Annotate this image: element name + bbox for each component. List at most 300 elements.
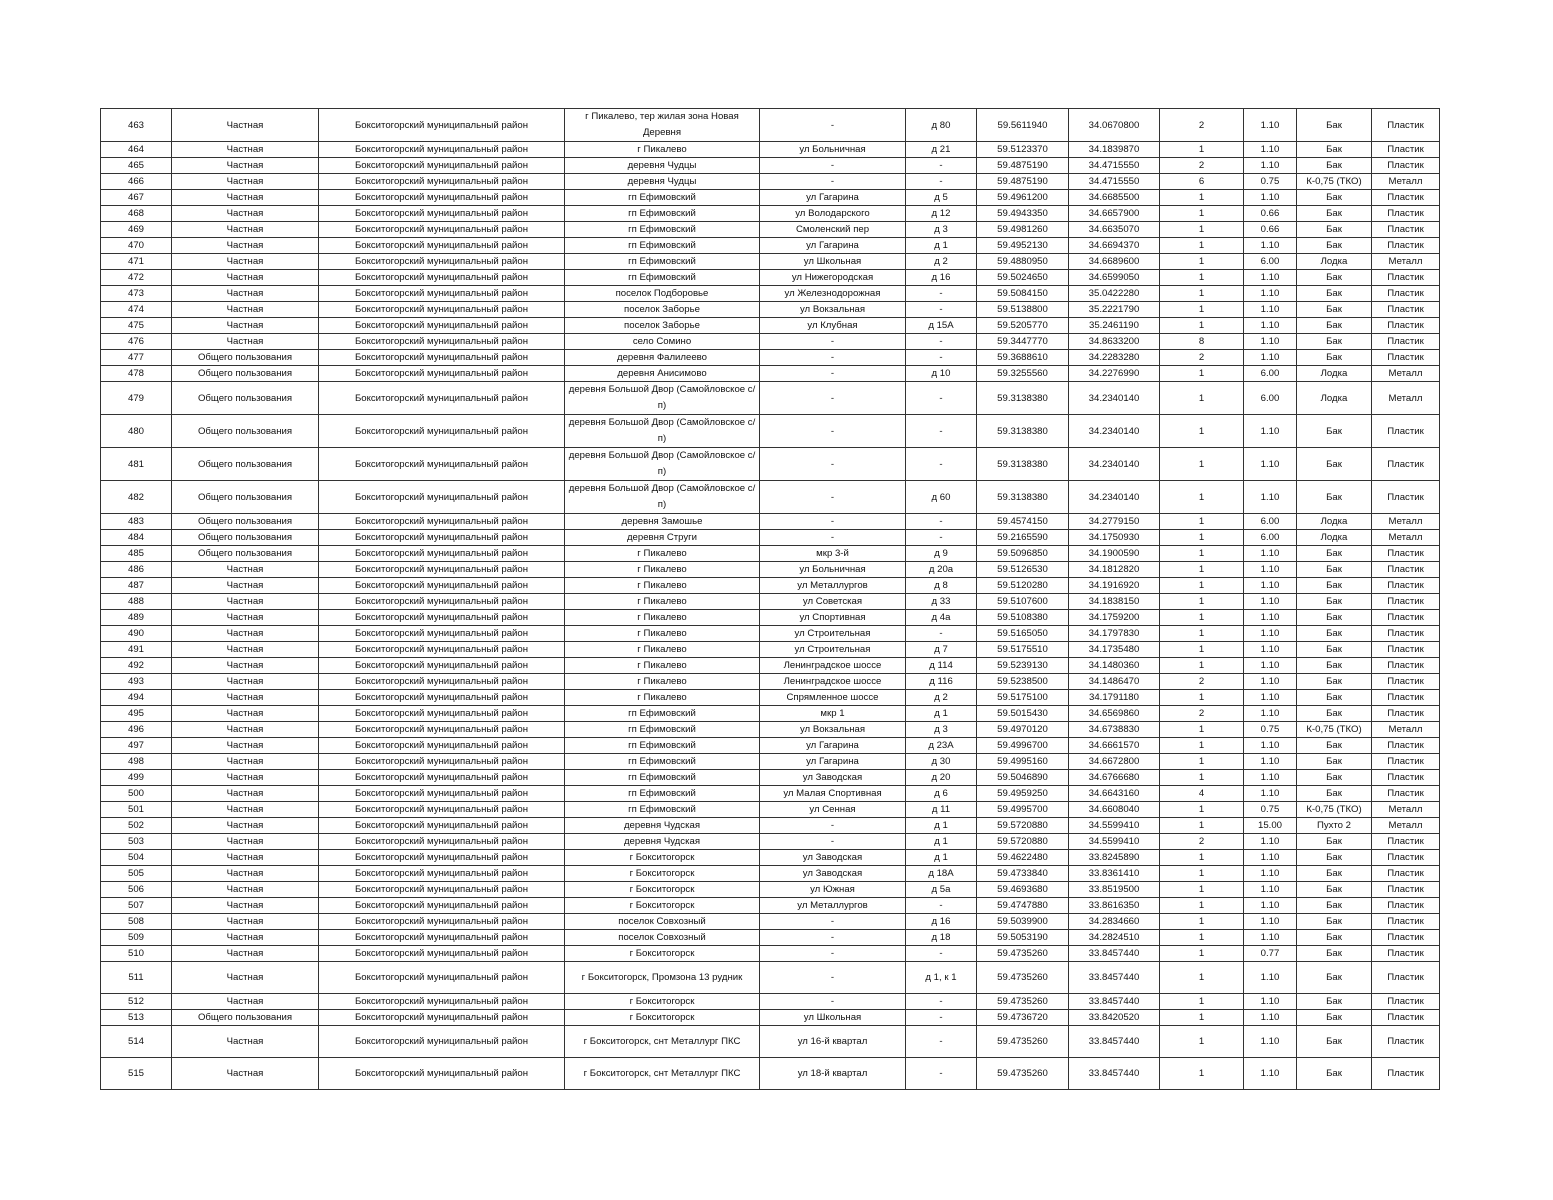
house-cell: - <box>906 514 977 530</box>
latitude-cell: 59.5120280 <box>977 578 1069 594</box>
container-volume-cell: 1.10 <box>1244 706 1297 722</box>
container-material-cell: Пластик <box>1372 158 1440 174</box>
longitude-cell: 33.8457440 <box>1069 946 1160 962</box>
district-cell: Бокситогорский муниципальный район <box>319 562 565 578</box>
ownership-type-cell: Частная <box>172 738 319 754</box>
street-cell: - <box>760 350 906 366</box>
district-cell: Бокситогорский муниципальный район <box>319 158 565 174</box>
district-cell: Бокситогорский муниципальный район <box>319 206 565 222</box>
street-cell: ул Клубная <box>760 318 906 334</box>
container-volume-cell: 1.10 <box>1244 738 1297 754</box>
ownership-type-cell: Частная <box>172 626 319 642</box>
house-cell: д 18А <box>906 866 977 882</box>
longitude-cell: 34.1735480 <box>1069 642 1160 658</box>
longitude-cell: 34.4715550 <box>1069 174 1160 190</box>
container-volume-cell: 1.10 <box>1244 658 1297 674</box>
container-volume-cell: 1.10 <box>1244 754 1297 770</box>
table-row <box>101 770 1440 786</box>
district-cell: Бокситогорский муниципальный район <box>319 946 565 962</box>
house-cell: д 9 <box>906 546 977 562</box>
container-type-cell: Бак <box>1297 738 1372 754</box>
longitude-cell: 34.0670800 <box>1069 109 1160 142</box>
street-cell: ул Гагарина <box>760 238 906 254</box>
ownership-type-cell: Частная <box>172 802 319 818</box>
settlement-cell: г Бокситогорск <box>565 866 760 882</box>
container-type-cell: Бак <box>1297 850 1372 866</box>
table-row <box>101 818 1440 834</box>
container-type-cell: Бак <box>1297 754 1372 770</box>
longitude-cell: 34.5599410 <box>1069 834 1160 850</box>
table-row <box>101 286 1440 302</box>
table-row <box>101 350 1440 366</box>
house-cell: - <box>906 1058 977 1090</box>
container-volume-cell: 1.10 <box>1244 109 1297 142</box>
latitude-cell: 59.4875190 <box>977 158 1069 174</box>
table-row <box>101 690 1440 706</box>
district-cell: Бокситогорский муниципальный район <box>319 190 565 206</box>
ownership-type-cell: Общего пользования <box>172 448 319 481</box>
district-cell: Бокситогорский муниципальный район <box>319 318 565 334</box>
street-cell: ул Школьная <box>760 254 906 270</box>
row-number-cell: 503 <box>101 834 172 850</box>
container-type-cell: Бак <box>1297 578 1372 594</box>
table-row <box>101 318 1440 334</box>
row-number-cell: 492 <box>101 658 172 674</box>
latitude-cell: 59.5238500 <box>977 674 1069 690</box>
ownership-type-cell: Частная <box>172 690 319 706</box>
ownership-type-cell: Частная <box>172 818 319 834</box>
container-material-cell: Пластик <box>1372 481 1440 514</box>
house-cell: - <box>906 302 977 318</box>
house-cell: д 1, к 1 <box>906 962 977 994</box>
container-material-cell: Пластик <box>1372 914 1440 930</box>
street-cell: ул Нижегородская <box>760 270 906 286</box>
container-count-cell: 1 <box>1160 802 1244 818</box>
row-number-cell: 466 <box>101 174 172 190</box>
container-material-cell: Пластик <box>1372 415 1440 448</box>
container-material-cell: Пластик <box>1372 546 1440 562</box>
container-material-cell: Пластик <box>1372 626 1440 642</box>
district-cell: Бокситогорский муниципальный район <box>319 382 565 415</box>
district-cell: Бокситогорский муниципальный район <box>319 366 565 382</box>
house-cell: д 23А <box>906 738 977 754</box>
table-row <box>101 142 1440 158</box>
district-cell: Бокситогорский муниципальный район <box>319 415 565 448</box>
container-volume-cell: 0.75 <box>1244 722 1297 738</box>
house-cell: д 1 <box>906 834 977 850</box>
longitude-cell: 34.1916920 <box>1069 578 1160 594</box>
container-volume-cell: 0.66 <box>1244 206 1297 222</box>
settlement-cell: деревня Замошье <box>565 514 760 530</box>
latitude-cell: 59.5175100 <box>977 690 1069 706</box>
longitude-cell: 34.1759200 <box>1069 610 1160 626</box>
container-count-cell: 1 <box>1160 946 1244 962</box>
settlement-cell: г Пикалево <box>565 674 760 690</box>
district-cell: Бокситогорский муниципальный район <box>319 882 565 898</box>
house-cell: - <box>906 1026 977 1058</box>
latitude-cell: 59.5138800 <box>977 302 1069 318</box>
street-cell: ул Володарского <box>760 206 906 222</box>
latitude-cell: 59.4735260 <box>977 962 1069 994</box>
container-count-cell: 1 <box>1160 302 1244 318</box>
container-count-cell: 1 <box>1160 994 1244 1010</box>
longitude-cell: 34.6672800 <box>1069 754 1160 770</box>
row-number-cell: 484 <box>101 530 172 546</box>
ownership-type-cell: Частная <box>172 722 319 738</box>
ownership-type-cell: Частная <box>172 222 319 238</box>
district-cell: Бокситогорский муниципальный район <box>319 594 565 610</box>
settlement-cell: гп Ефимовский <box>565 270 760 286</box>
container-material-cell: Пластик <box>1372 866 1440 882</box>
ownership-type-cell: Частная <box>172 770 319 786</box>
ownership-type-cell: Общего пользования <box>172 1010 319 1026</box>
container-type-cell: Бак <box>1297 626 1372 642</box>
container-volume-cell: 1.10 <box>1244 142 1297 158</box>
container-material-cell: Пластик <box>1372 190 1440 206</box>
street-cell: - <box>760 366 906 382</box>
table-row <box>101 754 1440 770</box>
containers-table-sheet <box>100 108 1439 1090</box>
house-cell: д 8 <box>906 578 977 594</box>
row-number-cell: 510 <box>101 946 172 962</box>
district-cell: Бокситогорский муниципальный район <box>319 706 565 722</box>
house-cell: д 15А <box>906 318 977 334</box>
latitude-cell: 59.4961200 <box>977 190 1069 206</box>
longitude-cell: 35.0422280 <box>1069 286 1160 302</box>
container-count-cell: 1 <box>1160 626 1244 642</box>
table-row <box>101 1026 1440 1058</box>
container-type-cell: Бак <box>1297 882 1372 898</box>
district-cell: Бокситогорский муниципальный район <box>319 514 565 530</box>
latitude-cell: 59.5024650 <box>977 270 1069 286</box>
container-volume-cell: 1.10 <box>1244 994 1297 1010</box>
latitude-cell: 59.4996700 <box>977 738 1069 754</box>
house-cell: д 30 <box>906 754 977 770</box>
house-cell: - <box>906 946 977 962</box>
container-material-cell: Пластик <box>1372 882 1440 898</box>
row-number-cell: 499 <box>101 770 172 786</box>
settlement-cell: г Пикалево <box>565 562 760 578</box>
latitude-cell: 59.4735260 <box>977 1058 1069 1090</box>
container-count-cell: 1 <box>1160 1010 1244 1026</box>
longitude-cell: 34.6608040 <box>1069 802 1160 818</box>
row-number-cell: 479 <box>101 382 172 415</box>
ownership-type-cell: Частная <box>172 562 319 578</box>
house-cell: - <box>906 334 977 350</box>
container-material-cell: Металл <box>1372 254 1440 270</box>
longitude-cell: 34.6766680 <box>1069 770 1160 786</box>
ownership-type-cell: Частная <box>172 642 319 658</box>
containers-table <box>100 108 1440 1090</box>
table-row <box>101 514 1440 530</box>
district-cell: Бокситогорский муниципальный район <box>319 754 565 770</box>
table-row <box>101 109 1440 142</box>
container-volume-cell: 1.10 <box>1244 786 1297 802</box>
container-type-cell: Бак <box>1297 690 1372 706</box>
row-number-cell: 470 <box>101 238 172 254</box>
settlement-cell: деревня Большой Двор (Самойловское с/п) <box>565 415 760 448</box>
container-volume-cell: 1.10 <box>1244 318 1297 334</box>
container-type-cell: Лодка <box>1297 530 1372 546</box>
latitude-cell: 59.5053190 <box>977 930 1069 946</box>
container-material-cell: Пластик <box>1372 109 1440 142</box>
row-number-cell: 487 <box>101 578 172 594</box>
street-cell: мкр 3-й <box>760 546 906 562</box>
container-count-cell: 1 <box>1160 754 1244 770</box>
longitude-cell: 34.6661570 <box>1069 738 1160 754</box>
ownership-type-cell: Частная <box>172 318 319 334</box>
district-cell: Бокситогорский муниципальный район <box>319 914 565 930</box>
row-number-cell: 508 <box>101 914 172 930</box>
container-volume-cell: 1.10 <box>1244 866 1297 882</box>
container-material-cell: Пластик <box>1372 946 1440 962</box>
street-cell: - <box>760 946 906 962</box>
latitude-cell: 59.4733840 <box>977 866 1069 882</box>
longitude-cell: 33.8457440 <box>1069 994 1160 1010</box>
table-row <box>101 626 1440 642</box>
settlement-cell: гп Ефимовский <box>565 722 760 738</box>
container-material-cell: Пластик <box>1372 658 1440 674</box>
house-cell: д 16 <box>906 914 977 930</box>
ownership-type-cell: Частная <box>172 334 319 350</box>
district-cell: Бокситогорский муниципальный район <box>319 930 565 946</box>
container-volume-cell: 0.77 <box>1244 946 1297 962</box>
settlement-cell: деревня Большой Двор (Самойловское с/п) <box>565 481 760 514</box>
ownership-type-cell: Частная <box>172 610 319 626</box>
container-type-cell: Лодка <box>1297 366 1372 382</box>
row-number-cell: 502 <box>101 818 172 834</box>
house-cell: д 6 <box>906 786 977 802</box>
container-count-cell: 1 <box>1160 238 1244 254</box>
container-type-cell: Бак <box>1297 270 1372 286</box>
latitude-cell: 59.5039900 <box>977 914 1069 930</box>
container-type-cell: Бак <box>1297 1026 1372 1058</box>
district-cell: Бокситогорский муниципальный район <box>319 270 565 286</box>
row-number-cell: 488 <box>101 594 172 610</box>
container-material-cell: Пластик <box>1372 222 1440 238</box>
settlement-cell: деревня Фалилеево <box>565 350 760 366</box>
longitude-cell: 34.1480360 <box>1069 658 1160 674</box>
district-cell: Бокситогорский муниципальный район <box>319 334 565 350</box>
container-material-cell: Пластик <box>1372 754 1440 770</box>
longitude-cell: 34.2779150 <box>1069 514 1160 530</box>
district-cell: Бокситогорский муниципальный район <box>319 238 565 254</box>
container-material-cell: Пластик <box>1372 642 1440 658</box>
latitude-cell: 59.4735260 <box>977 946 1069 962</box>
container-type-cell: Бак <box>1297 286 1372 302</box>
ownership-type-cell: Частная <box>172 190 319 206</box>
street-cell: ул Металлургов <box>760 578 906 594</box>
longitude-cell: 33.8457440 <box>1069 962 1160 994</box>
row-number-cell: 485 <box>101 546 172 562</box>
container-count-cell: 1 <box>1160 415 1244 448</box>
district-cell: Бокситогорский муниципальный район <box>319 898 565 914</box>
table-row <box>101 562 1440 578</box>
container-material-cell: Пластик <box>1372 674 1440 690</box>
ownership-type-cell: Общего пользования <box>172 350 319 366</box>
ownership-type-cell: Частная <box>172 834 319 850</box>
container-count-cell: 1 <box>1160 530 1244 546</box>
settlement-cell: г Бокситогорск, снт Металлург ПКС <box>565 1058 760 1090</box>
latitude-cell: 59.5096850 <box>977 546 1069 562</box>
house-cell: д 33 <box>906 594 977 610</box>
settlement-cell: деревня Чудская <box>565 834 760 850</box>
container-count-cell: 4 <box>1160 786 1244 802</box>
container-type-cell: Бак <box>1297 190 1372 206</box>
street-cell: - <box>760 930 906 946</box>
longitude-cell: 34.6689600 <box>1069 254 1160 270</box>
longitude-cell: 34.1750930 <box>1069 530 1160 546</box>
street-cell: - <box>760 530 906 546</box>
container-type-cell: Бак <box>1297 562 1372 578</box>
district-cell: Бокситогорский муниципальный район <box>319 690 565 706</box>
container-type-cell: Бак <box>1297 866 1372 882</box>
latitude-cell: 59.4735260 <box>977 994 1069 1010</box>
table-row <box>101 930 1440 946</box>
house-cell: - <box>906 994 977 1010</box>
container-count-cell: 1 <box>1160 514 1244 530</box>
settlement-cell: г Пикалево <box>565 658 760 674</box>
table-row <box>101 578 1440 594</box>
latitude-cell: 59.5165050 <box>977 626 1069 642</box>
container-count-cell: 1 <box>1160 1058 1244 1090</box>
house-cell: - <box>906 158 977 174</box>
longitude-cell: 35.2221790 <box>1069 302 1160 318</box>
ownership-type-cell: Частная <box>172 1026 319 1058</box>
street-cell: - <box>760 415 906 448</box>
container-material-cell: Пластик <box>1372 302 1440 318</box>
container-volume-cell: 1.10 <box>1244 578 1297 594</box>
longitude-cell: 34.1900590 <box>1069 546 1160 562</box>
district-cell: Бокситогорский муниципальный район <box>319 802 565 818</box>
settlement-cell: деревня Чудская <box>565 818 760 834</box>
container-volume-cell: 1.10 <box>1244 448 1297 481</box>
container-count-cell: 1 <box>1160 562 1244 578</box>
container-volume-cell: 1.10 <box>1244 930 1297 946</box>
table-row <box>101 706 1440 722</box>
row-number-cell: 497 <box>101 738 172 754</box>
street-cell: ул Спортивная <box>760 610 906 626</box>
street-cell: ул Больничная <box>760 562 906 578</box>
longitude-cell: 34.2283280 <box>1069 350 1160 366</box>
container-material-cell: Пластик <box>1372 238 1440 254</box>
ownership-type-cell: Частная <box>172 946 319 962</box>
container-count-cell: 1 <box>1160 254 1244 270</box>
latitude-cell: 59.4995160 <box>977 754 1069 770</box>
table-row <box>101 254 1440 270</box>
ownership-type-cell: Общего пользования <box>172 530 319 546</box>
table-row <box>101 898 1440 914</box>
container-material-cell: Пластик <box>1372 448 1440 481</box>
street-cell: - <box>760 818 906 834</box>
container-volume-cell: 1.10 <box>1244 270 1297 286</box>
row-number-cell: 498 <box>101 754 172 770</box>
ownership-type-cell: Частная <box>172 286 319 302</box>
ownership-type-cell: Частная <box>172 206 319 222</box>
container-type-cell: Бак <box>1297 142 1372 158</box>
house-cell: - <box>906 448 977 481</box>
table-row <box>101 946 1440 962</box>
district-cell: Бокситогорский муниципальный район <box>319 626 565 642</box>
container-count-cell: 1 <box>1160 898 1244 914</box>
house-cell: д 18 <box>906 930 977 946</box>
settlement-cell: г Пикалево <box>565 594 760 610</box>
row-number-cell: 515 <box>101 1058 172 1090</box>
row-number-cell: 467 <box>101 190 172 206</box>
latitude-cell: 59.5123370 <box>977 142 1069 158</box>
container-volume-cell: 1.10 <box>1244 286 1297 302</box>
longitude-cell: 34.1839870 <box>1069 142 1160 158</box>
house-cell: - <box>906 1010 977 1026</box>
street-cell: - <box>760 174 906 190</box>
row-number-cell: 509 <box>101 930 172 946</box>
table-row <box>101 882 1440 898</box>
longitude-cell: 34.6643160 <box>1069 786 1160 802</box>
container-volume-cell: 0.66 <box>1244 222 1297 238</box>
row-number-cell: 496 <box>101 722 172 738</box>
house-cell: д 60 <box>906 481 977 514</box>
container-count-cell: 1 <box>1160 850 1244 866</box>
longitude-cell: 34.2276990 <box>1069 366 1160 382</box>
street-cell: ул Строительная <box>760 626 906 642</box>
container-type-cell: Бак <box>1297 914 1372 930</box>
row-number-cell: 500 <box>101 786 172 802</box>
container-material-cell: Металл <box>1372 802 1440 818</box>
longitude-cell: 34.1486470 <box>1069 674 1160 690</box>
longitude-cell: 33.8457440 <box>1069 1058 1160 1090</box>
street-cell: ул Гагарина <box>760 190 906 206</box>
row-number-cell: 490 <box>101 626 172 642</box>
latitude-cell: 59.3688610 <box>977 350 1069 366</box>
container-count-cell: 1 <box>1160 270 1244 286</box>
container-type-cell: Бак <box>1297 994 1372 1010</box>
street-cell: Ленинградское шоссе <box>760 658 906 674</box>
container-volume-cell: 0.75 <box>1244 174 1297 190</box>
ownership-type-cell: Частная <box>172 882 319 898</box>
container-count-cell: 1 <box>1160 190 1244 206</box>
latitude-cell: 59.3138380 <box>977 448 1069 481</box>
container-type-cell: Бак <box>1297 318 1372 334</box>
house-cell: д 1 <box>906 706 977 722</box>
settlement-cell: деревня Анисимово <box>565 366 760 382</box>
container-count-cell: 1 <box>1160 382 1244 415</box>
container-material-cell: Металл <box>1372 818 1440 834</box>
ownership-type-cell: Частная <box>172 158 319 174</box>
container-type-cell: Бак <box>1297 238 1372 254</box>
settlement-cell: г Бокситогорск <box>565 850 760 866</box>
container-count-cell: 1 <box>1160 546 1244 562</box>
container-type-cell: Бак <box>1297 350 1372 366</box>
longitude-cell: 34.2340140 <box>1069 481 1160 514</box>
container-type-cell: Бак <box>1297 930 1372 946</box>
district-cell: Бокситогорский муниципальный район <box>319 738 565 754</box>
table-row <box>101 658 1440 674</box>
district-cell: Бокситогорский муниципальный район <box>319 610 565 626</box>
container-volume-cell: 1.10 <box>1244 626 1297 642</box>
container-material-cell: Пластик <box>1372 738 1440 754</box>
ownership-type-cell: Частная <box>172 109 319 142</box>
street-cell: Спрямленное шоссе <box>760 690 906 706</box>
settlement-cell: гп Ефимовский <box>565 254 760 270</box>
settlement-cell: деревня Большой Двор (Самойловское с/п) <box>565 448 760 481</box>
district-cell: Бокситогорский муниципальный район <box>319 818 565 834</box>
district-cell: Бокситогорский муниципальный район <box>319 994 565 1010</box>
street-cell: ул Строительная <box>760 642 906 658</box>
container-count-cell: 1 <box>1160 882 1244 898</box>
street-cell: - <box>760 334 906 350</box>
ownership-type-cell: Частная <box>172 578 319 594</box>
row-number-cell: 474 <box>101 302 172 318</box>
